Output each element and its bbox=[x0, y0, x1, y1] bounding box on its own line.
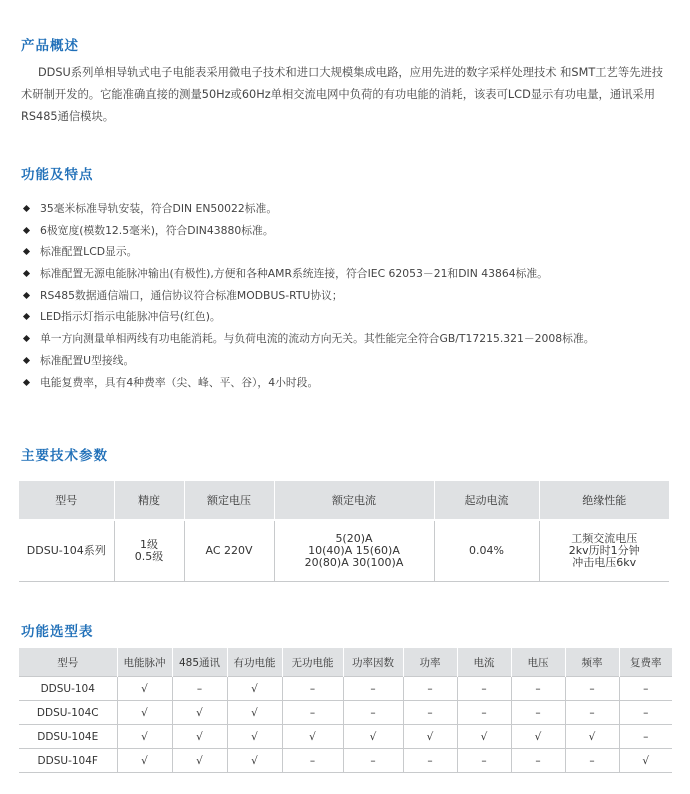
diamond-bullet-icon bbox=[23, 378, 30, 385]
selection-cell: – bbox=[403, 677, 457, 701]
selection-cell: DDSU-104C bbox=[19, 701, 117, 725]
selection-cell: – bbox=[343, 677, 403, 701]
spec-table bbox=[19, 481, 669, 582]
selection-cell: – bbox=[343, 701, 403, 725]
selection-cell: √ bbox=[343, 725, 403, 749]
diamond-bullet-icon bbox=[23, 270, 30, 277]
selection-cell: √ bbox=[565, 725, 619, 749]
spec-header-row bbox=[19, 481, 669, 520]
selection-cell: – bbox=[403, 749, 457, 773]
selection-header: 复费率 bbox=[619, 648, 672, 677]
selection-header: 型号 bbox=[19, 648, 117, 677]
selection-cell: √ bbox=[227, 677, 282, 701]
selection-header: 功率 bbox=[403, 648, 457, 677]
selection-header: 485通讯 bbox=[172, 648, 227, 677]
selection-cell: – bbox=[343, 749, 403, 773]
selection-cell: √ bbox=[282, 725, 343, 749]
selection-cell: √ bbox=[117, 725, 172, 749]
selection-cell: √ bbox=[457, 725, 511, 749]
selection-cell: √ bbox=[619, 749, 672, 773]
spec-header-start-current: 起动电流 bbox=[434, 481, 539, 520]
selection-cell: – bbox=[511, 749, 565, 773]
selection-cell: √ bbox=[117, 701, 172, 725]
spec-accuracy: 1级 0.5级 bbox=[114, 520, 184, 582]
spec-header-insulation: 绝缘性能 bbox=[539, 481, 669, 520]
selection-cell: DDSU-104E bbox=[19, 725, 117, 749]
spec-header-accuracy: 精度 bbox=[114, 481, 184, 520]
selection-cell: – bbox=[457, 749, 511, 773]
selection-cell: – bbox=[457, 677, 511, 701]
selection-cell: – bbox=[282, 677, 343, 701]
feature-item: 标准配置U型接线。 bbox=[21, 350, 681, 372]
diamond-bullet-icon bbox=[23, 248, 30, 255]
diamond-bullet-icon bbox=[23, 357, 30, 364]
selection-cell: – bbox=[172, 677, 227, 701]
selection-cell: √ bbox=[172, 701, 227, 725]
features-title: 功能及特点 bbox=[21, 167, 94, 183]
diamond-bullet-icon bbox=[23, 292, 30, 299]
selection-cell: √ bbox=[227, 701, 282, 725]
selection-cell: √ bbox=[172, 725, 227, 749]
selection-cell: – bbox=[282, 701, 343, 725]
selection-row bbox=[19, 701, 672, 725]
features-list bbox=[21, 198, 681, 393]
selection-cell: – bbox=[511, 677, 565, 701]
selection-header: 无功电能 bbox=[282, 648, 343, 677]
diamond-bullet-icon bbox=[23, 313, 30, 320]
overview-text: DDSU系列单相导轨式电子电能表采用微电子技术和进口大规模集成电路，应用先进的数字采样处理技术 和SMT工艺等先进技术研制开发的。它能准确直接的测量50Hz或60Hz单相交流电网中负荷的有功电能的消耗，该表可LCD显示有功电量，通讯采用RS485通信模块。 bbox=[21, 66, 664, 123]
selection-row bbox=[19, 677, 672, 701]
selection-header: 电能脉冲 bbox=[117, 648, 172, 677]
diamond-bullet-icon bbox=[23, 335, 30, 342]
feature-item: 单一方向测量单相两线有功电能消耗。与负荷电流的流动方向无关。其性能完全符合GB/T17215.321－2008标准。 bbox=[21, 328, 681, 350]
selection-cell: √ bbox=[227, 725, 282, 749]
feature-item: RS485数据通信端口，通信协议符合标准MODBUS-RTU协议； bbox=[21, 285, 681, 307]
selection-cell: √ bbox=[117, 749, 172, 773]
selection-header: 功率因数 bbox=[343, 648, 403, 677]
selection-cell: – bbox=[565, 749, 619, 773]
diamond-bullet-icon bbox=[23, 227, 30, 234]
spec-voltage: AC 220V bbox=[184, 520, 274, 582]
spec-current: 5(20)A 10(40)A 15(60)A 20(80)A 30(100)A bbox=[274, 520, 434, 582]
spec-header-model: 型号 bbox=[19, 481, 114, 520]
selection-header: 频率 bbox=[565, 648, 619, 677]
selection-cell: √ bbox=[172, 749, 227, 773]
selection-row bbox=[19, 725, 672, 749]
spec-header-current: 额定电流 bbox=[274, 481, 434, 520]
feature-item: LED指示灯指示电能脉冲信号(红色)。 bbox=[21, 306, 681, 328]
spec-start-current: 0.04% bbox=[434, 520, 539, 582]
selection-cell: – bbox=[403, 701, 457, 725]
spec-header-voltage: 额定电压 bbox=[184, 481, 274, 520]
selection-cell: – bbox=[565, 677, 619, 701]
selection-cell: √ bbox=[511, 725, 565, 749]
overview-title: 产品概述 bbox=[21, 38, 79, 54]
selection-header: 电压 bbox=[511, 648, 565, 677]
selection-cell: √ bbox=[227, 749, 282, 773]
selection-row bbox=[19, 749, 672, 773]
selection-cell: – bbox=[619, 677, 672, 701]
selection-cell: DDSU-104F bbox=[19, 749, 117, 773]
feature-item: 35毫米标准导轨安装，符合DIN EN50022标准。 bbox=[21, 198, 681, 220]
selection-cell: √ bbox=[403, 725, 457, 749]
spec-insulation: 工频交流电压 2kv历时1分钟 冲击电压6kv bbox=[539, 520, 669, 582]
selection-title: 功能选型表 bbox=[21, 624, 94, 640]
selection-header: 电流 bbox=[457, 648, 511, 677]
selection-header: 有功电能 bbox=[227, 648, 282, 677]
selection-cell: DDSU-104 bbox=[19, 677, 117, 701]
selection-header-row bbox=[19, 648, 672, 677]
diamond-bullet-icon bbox=[23, 205, 30, 212]
selection-table bbox=[19, 648, 672, 773]
selection-cell: – bbox=[511, 701, 565, 725]
selection-cell: – bbox=[619, 701, 672, 725]
selection-cell: – bbox=[565, 701, 619, 725]
spec-row bbox=[19, 520, 669, 582]
feature-item: 标准配置LCD显示。 bbox=[21, 241, 681, 263]
specs-title: 主要技术参数 bbox=[21, 448, 108, 464]
selection-cell: – bbox=[282, 749, 343, 773]
spec-model: DDSU-104系列 bbox=[19, 520, 114, 582]
feature-item: 6极宽度(模数12.5毫米)，符合DIN43880标准。 bbox=[21, 220, 681, 242]
selection-cell: – bbox=[457, 701, 511, 725]
feature-item: 标准配置无源电能脉冲输出(有极性),方便和各种AMR系统连接，符合IEC 62053－21和DIN 43864标准。 bbox=[21, 263, 681, 285]
feature-item: 电能复费率，具有4种费率（尖、峰、平、谷），4小时段。 bbox=[21, 372, 681, 394]
selection-cell: – bbox=[619, 725, 672, 749]
selection-cell: √ bbox=[117, 677, 172, 701]
